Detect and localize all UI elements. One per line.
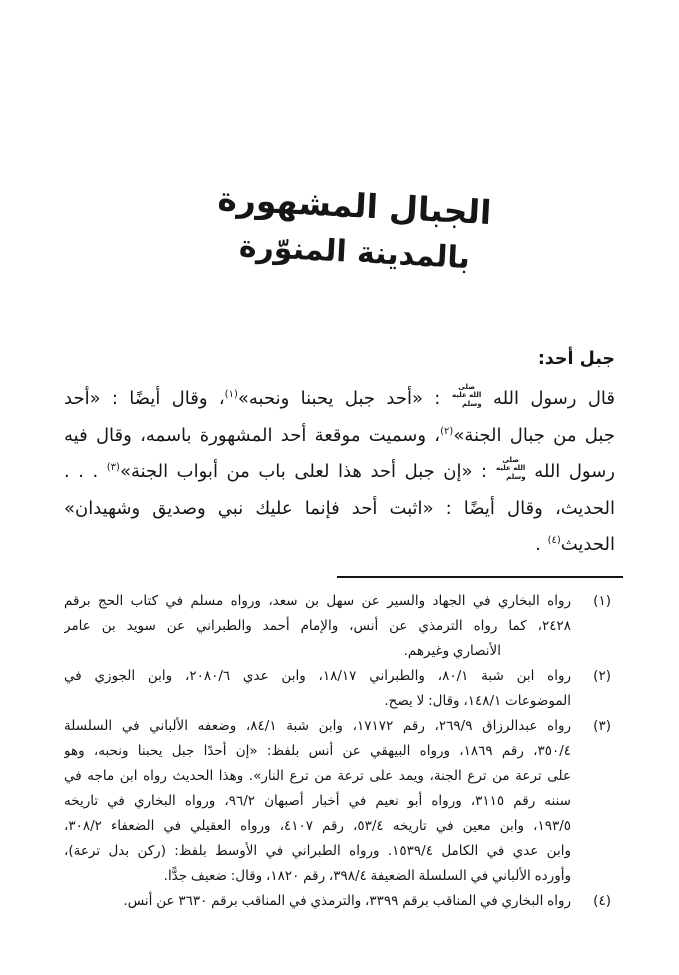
- title-line-2: بالمدينة المنوّرة: [238, 228, 471, 277]
- section-heading: جبل أحد:: [537, 349, 615, 369]
- footnote-line: وأورده الألباني في السلسلة الضعيفة ٣٩٨/٤، رقم ١٨٢٠، وقال: ضعيف جدًّا.: [163, 868, 571, 884]
- footnote: [64, 589, 615, 664]
- footnote-ref: (١): [224, 389, 238, 400]
- footnote-line: رواه البخاري في المناقب برقم ٣٣٩٩، والترمذي في المناقب برقم ٣٦٣٠ عن أنس.: [123, 893, 571, 909]
- footnote-line: ٢٤٢٨، كما رواه الترمذي عن أنس، والإمام أحمد والطبراني عن سويد بن عامر: [64, 618, 571, 634]
- text-segment: ، وقال أيضًا : «أحد: [64, 388, 225, 409]
- footnote-line: رواه البخاري في الجهاد والسير عن سهل بن سعد، ورواه مسلم في كتاب الحج برقم: [64, 593, 571, 609]
- footnote-number: (١): [593, 593, 611, 609]
- footnote-number: (٤): [593, 893, 611, 909]
- footnote-line: على ترعة من ترع الجنة، ويمد على ترعة من ترع النار». وهذا الحديث رواه ابن ماجه في: [64, 768, 571, 784]
- footnote-line: الأنصاري وغيرهم.: [403, 643, 501, 659]
- body-line: [64, 454, 615, 491]
- body-paragraph: [64, 381, 615, 564]
- footnote-number: (٢): [593, 668, 611, 684]
- footnotes: [64, 589, 615, 914]
- salla-emblem: صلى الله عليه وسلم: [496, 456, 526, 481]
- footnote-line: وابن عدي في الكامل ١٥٣٩/٤. ورواه الطبراني في الأوسط بلفظ: (ركن بدل ترعة)،: [64, 843, 571, 859]
- text-segment: جبل من جبال الجنة»: [453, 424, 615, 446]
- salla-emblem: صلى الله عليه وسلم: [451, 383, 482, 408]
- body-line: [64, 418, 615, 455]
- book-title-calligraphy: [30, 178, 679, 277]
- text-segment: .: [535, 534, 548, 555]
- footnote-line: رواه ابن شبة ٨٠/١، والطبراني ١٨/١٧، وابن عدي ٢٠٨٠/٦، وابن الجوزي في: [64, 668, 571, 684]
- text-segment: قال رسول الله: [481, 388, 615, 409]
- footnote: [64, 714, 615, 889]
- footnote-line: رواه عبدالرزاق ٢٦٩/٩، رقم ١٧١٧٢، وابن شبة ٨٤/١، وضعفه الألباني في السلسلة: [64, 718, 571, 734]
- text-segment: : «إن جبل أحد هذا لعلى باب من أبواب الجنة»: [119, 461, 496, 482]
- footnote-separator: [337, 576, 623, 578]
- text-segment: . . .: [64, 461, 107, 482]
- text-segment: الحديث: [560, 534, 615, 555]
- text-segment: : «أحد جبل يحبنا ونحبه»: [237, 388, 452, 409]
- body-line: [64, 491, 615, 528]
- footnote: [64, 889, 615, 914]
- text-segment: رسول الله: [525, 461, 615, 482]
- footnote-line: الموضوعات ١٤٨/١، وقال: لا يصح.: [384, 693, 571, 709]
- footnote-line: ١٩٣/٥، وابن معين في تاريخه ٥٣/٤، رقم ٤١٠٧، ورواه العقيلي في الضعفاء ٣٠٨/٢،: [64, 818, 571, 834]
- title-line-1: الجبال المشهورة: [216, 178, 493, 233]
- text-segment: الحديث، وقال أيضًا : «اثبت أحد فإنما عليك نبي وصديق وشهيدان»: [64, 497, 615, 519]
- footnote: [64, 664, 615, 714]
- footnote-ref: (٤): [547, 535, 561, 546]
- footnote-number: (٣): [593, 718, 611, 734]
- body-line: [64, 527, 615, 564]
- footnote-ref: (٣): [106, 462, 120, 473]
- footnote-line: ٣٥٠/٤، رقم ١٨٦٩، ورواه البيهقي عن أنس بلفظ: «إن أحدًا جبل يحبنا ونحبه، وهو: [64, 743, 571, 759]
- body-line: [64, 381, 615, 418]
- text-segment: ، وسميت موقعة أحد المشهورة باسمه، وقال فيه: [64, 424, 441, 446]
- footnote-line: سننه رقم ٣١١٥، ورواه أبو نعيم في أخبار أصبهان ٩٦/٢، ورواه البخاري في تاريخه: [64, 793, 571, 809]
- footnote-ref: (٢): [440, 425, 454, 437]
